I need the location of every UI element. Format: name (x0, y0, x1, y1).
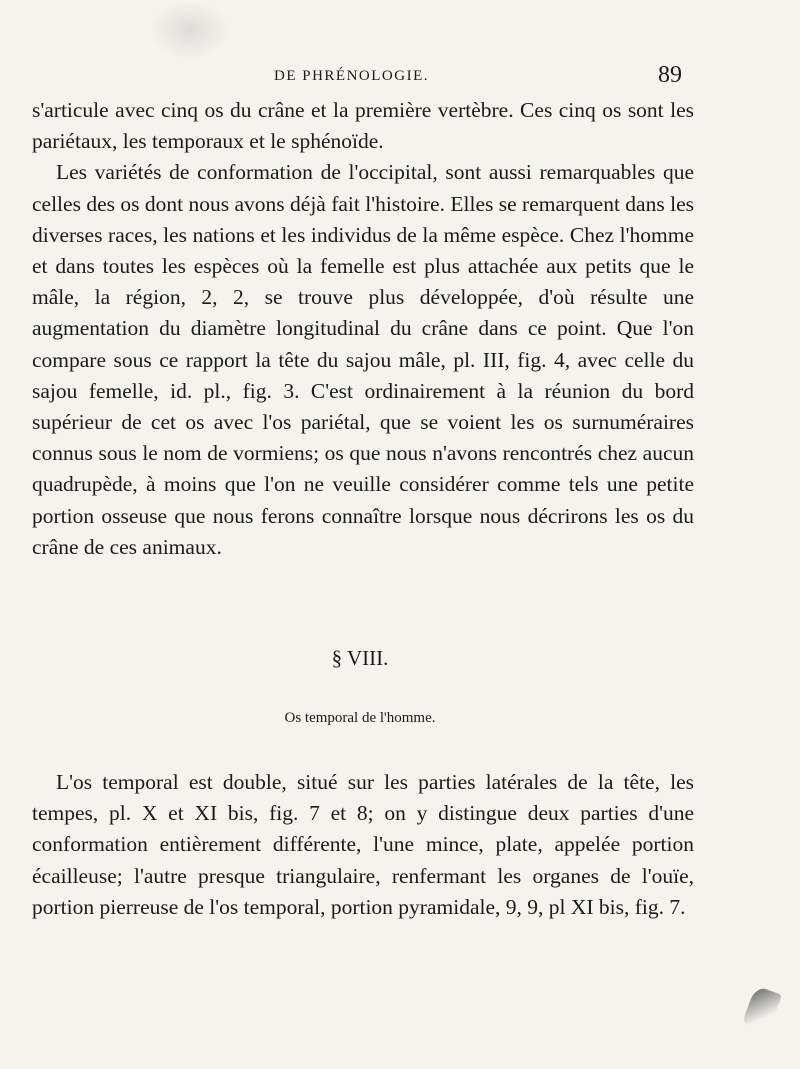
main-text (32, 95, 694, 563)
section-number: § VIII. (331, 646, 389, 670)
page-number: 89 (658, 62, 682, 88)
ink-mark (742, 985, 782, 1032)
section-text (32, 767, 694, 923)
page-header (252, 62, 692, 98)
paragraph-temporal-bone: L'os temporal est double, situé sur les parties latérales de la tête, les tempes, pl. X et XI bis, fig. 7 et 8; on y distingue deux parties d'une conformation entièrement différente, l'une mince, plate, appelée portion écailleuse; l'autre presque triangulaire, renfermant les organes de l'ouïe, portion pierreuse de l'os temporal, portion pyramidale, 9, 9, pl XI bis, fig. 7. (32, 770, 694, 919)
paper-stain (150, 0, 230, 60)
section-title: Os temporal de l'homme. (284, 710, 436, 726)
paragraph-continuation: s'articule avec cinq os du crâne et la première vertèbre. Ces cinq os sont les pariétaux, les temporaux et le sphénoïde. (32, 98, 694, 154)
running-head: DE PHRÉNOLOGIE. (274, 68, 429, 84)
paragraph-occipital-variations: Les variétés de conformation de l'occipital, sont aussi remarquables que celles des os dont nous avons déjà fait l'histoire. Elles se remarquent dans les diverses races, les nations et les individus de la même espèce. Chez l'homme et dans toutes les espèces où la femelle est plus attachée aux petits que le mâle, la région, 2, 2, se trouve plus développée, d'où résulte une augmentation du diamètre longitudinal du crâne dans ce point. Que l'on compare sous ce rapport la tête du sajou mâle, pl. III, fig. 4, avec celle du sajou femelle, id. pl., fig. 3. C'est ordinairement à la réunion du bord supérieur de cet os avec l'os pariétal, que se voient les os surnuméraires connus sous le nom de vormiens; os que nous n'avons rencontrés chez aucun quadrupède, à moins que l'on ne veuille considérer comme tels une petite portion osseuse que nous ferons connaître lorsque nous décrirons les os du crâne de ces animaux. (32, 160, 694, 559)
